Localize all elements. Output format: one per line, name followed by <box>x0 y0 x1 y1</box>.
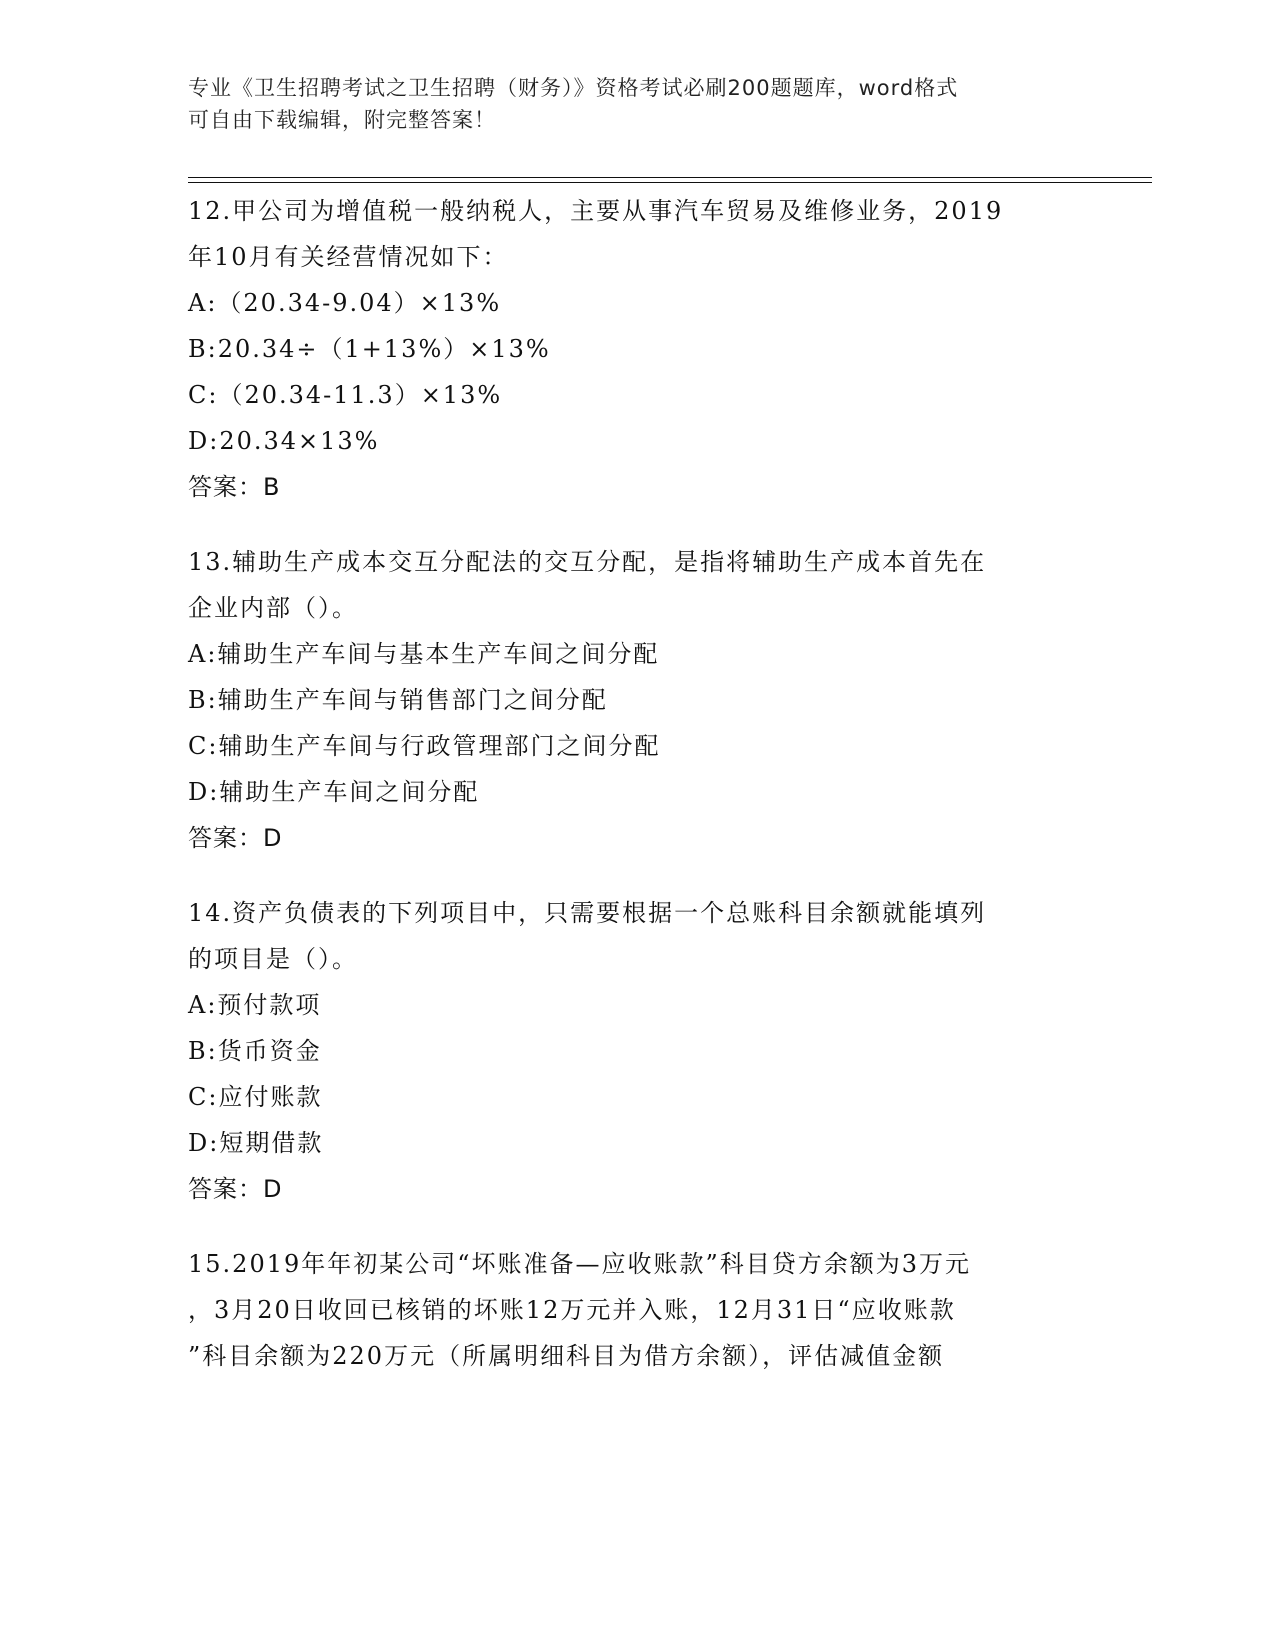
header-divider-top <box>188 177 1152 178</box>
answer: 答案：D <box>188 1175 283 1203</box>
option-b: B:20.34÷（1+13%）×13% <box>188 335 551 363</box>
option-a: A:辅助生产车间与基本生产车间之间分配 <box>188 640 660 668</box>
question-stem-line: 年10月有关经营情况如下： <box>188 243 509 271</box>
question-stem-line: ”科目余额为220万元（所属明细科目为借方余额），评估减值金额 <box>188 1342 945 1370</box>
question-stem-line: 15.2019年年初某公司“坏账准备—应收账款”科目贷方余额为3万元 <box>188 1250 972 1278</box>
option-a: A:预付款项 <box>188 991 322 1019</box>
question-stem-line: ，3月20日收回已核销的坏账12万元并入账，12月31日“应收账款 <box>188 1296 956 1324</box>
option-a: A:（20.34-9.04）×13% <box>188 289 502 317</box>
document-header <box>188 72 1068 136</box>
question-stem-line: 13.辅助生产成本交互分配法的交互分配，是指将辅助生产成本首先在 <box>188 548 987 576</box>
option-c: C:应付账款 <box>188 1083 323 1111</box>
question-14 <box>188 890 1088 1212</box>
question-list <box>188 188 1088 1408</box>
option-d: D:短期借款 <box>188 1129 324 1157</box>
question-stem-line: 的项目是（）。 <box>188 945 358 973</box>
question-stem-line: 14.资产负债表的下列项目中，只需要根据一个总账科目余额就能填列 <box>188 899 987 927</box>
option-b: B:辅助生产车间与销售部门之间分配 <box>188 686 608 714</box>
header-line-1: 专业《卫生招聘考试之卫生招聘（财务）》资格考试必刷200题题库，word格式 <box>188 76 959 100</box>
option-c: C:辅助生产车间与行政管理部门之间分配 <box>188 732 661 760</box>
answer: 答案：B <box>188 473 281 501</box>
header-divider-bottom <box>188 182 1152 183</box>
question-stem-line: 12.甲公司为增值税一般纳税人，主要从事汽车贸易及维修业务，2019 <box>188 197 1004 225</box>
header-line-2: 可自由下载编辑，附完整答案！ <box>188 108 496 132</box>
option-b: B:货币资金 <box>188 1037 322 1065</box>
answer: 答案：D <box>188 824 283 852</box>
question-12 <box>188 188 1088 510</box>
question-stem-line: 企业内部（）。 <box>188 594 358 622</box>
option-c: C:（20.34-11.3）×13% <box>188 381 503 409</box>
question-13 <box>188 539 1088 861</box>
option-d: D:20.34×13% <box>188 427 380 455</box>
question-15 <box>188 1241 1088 1379</box>
option-d: D:辅助生产车间之间分配 <box>188 778 480 806</box>
